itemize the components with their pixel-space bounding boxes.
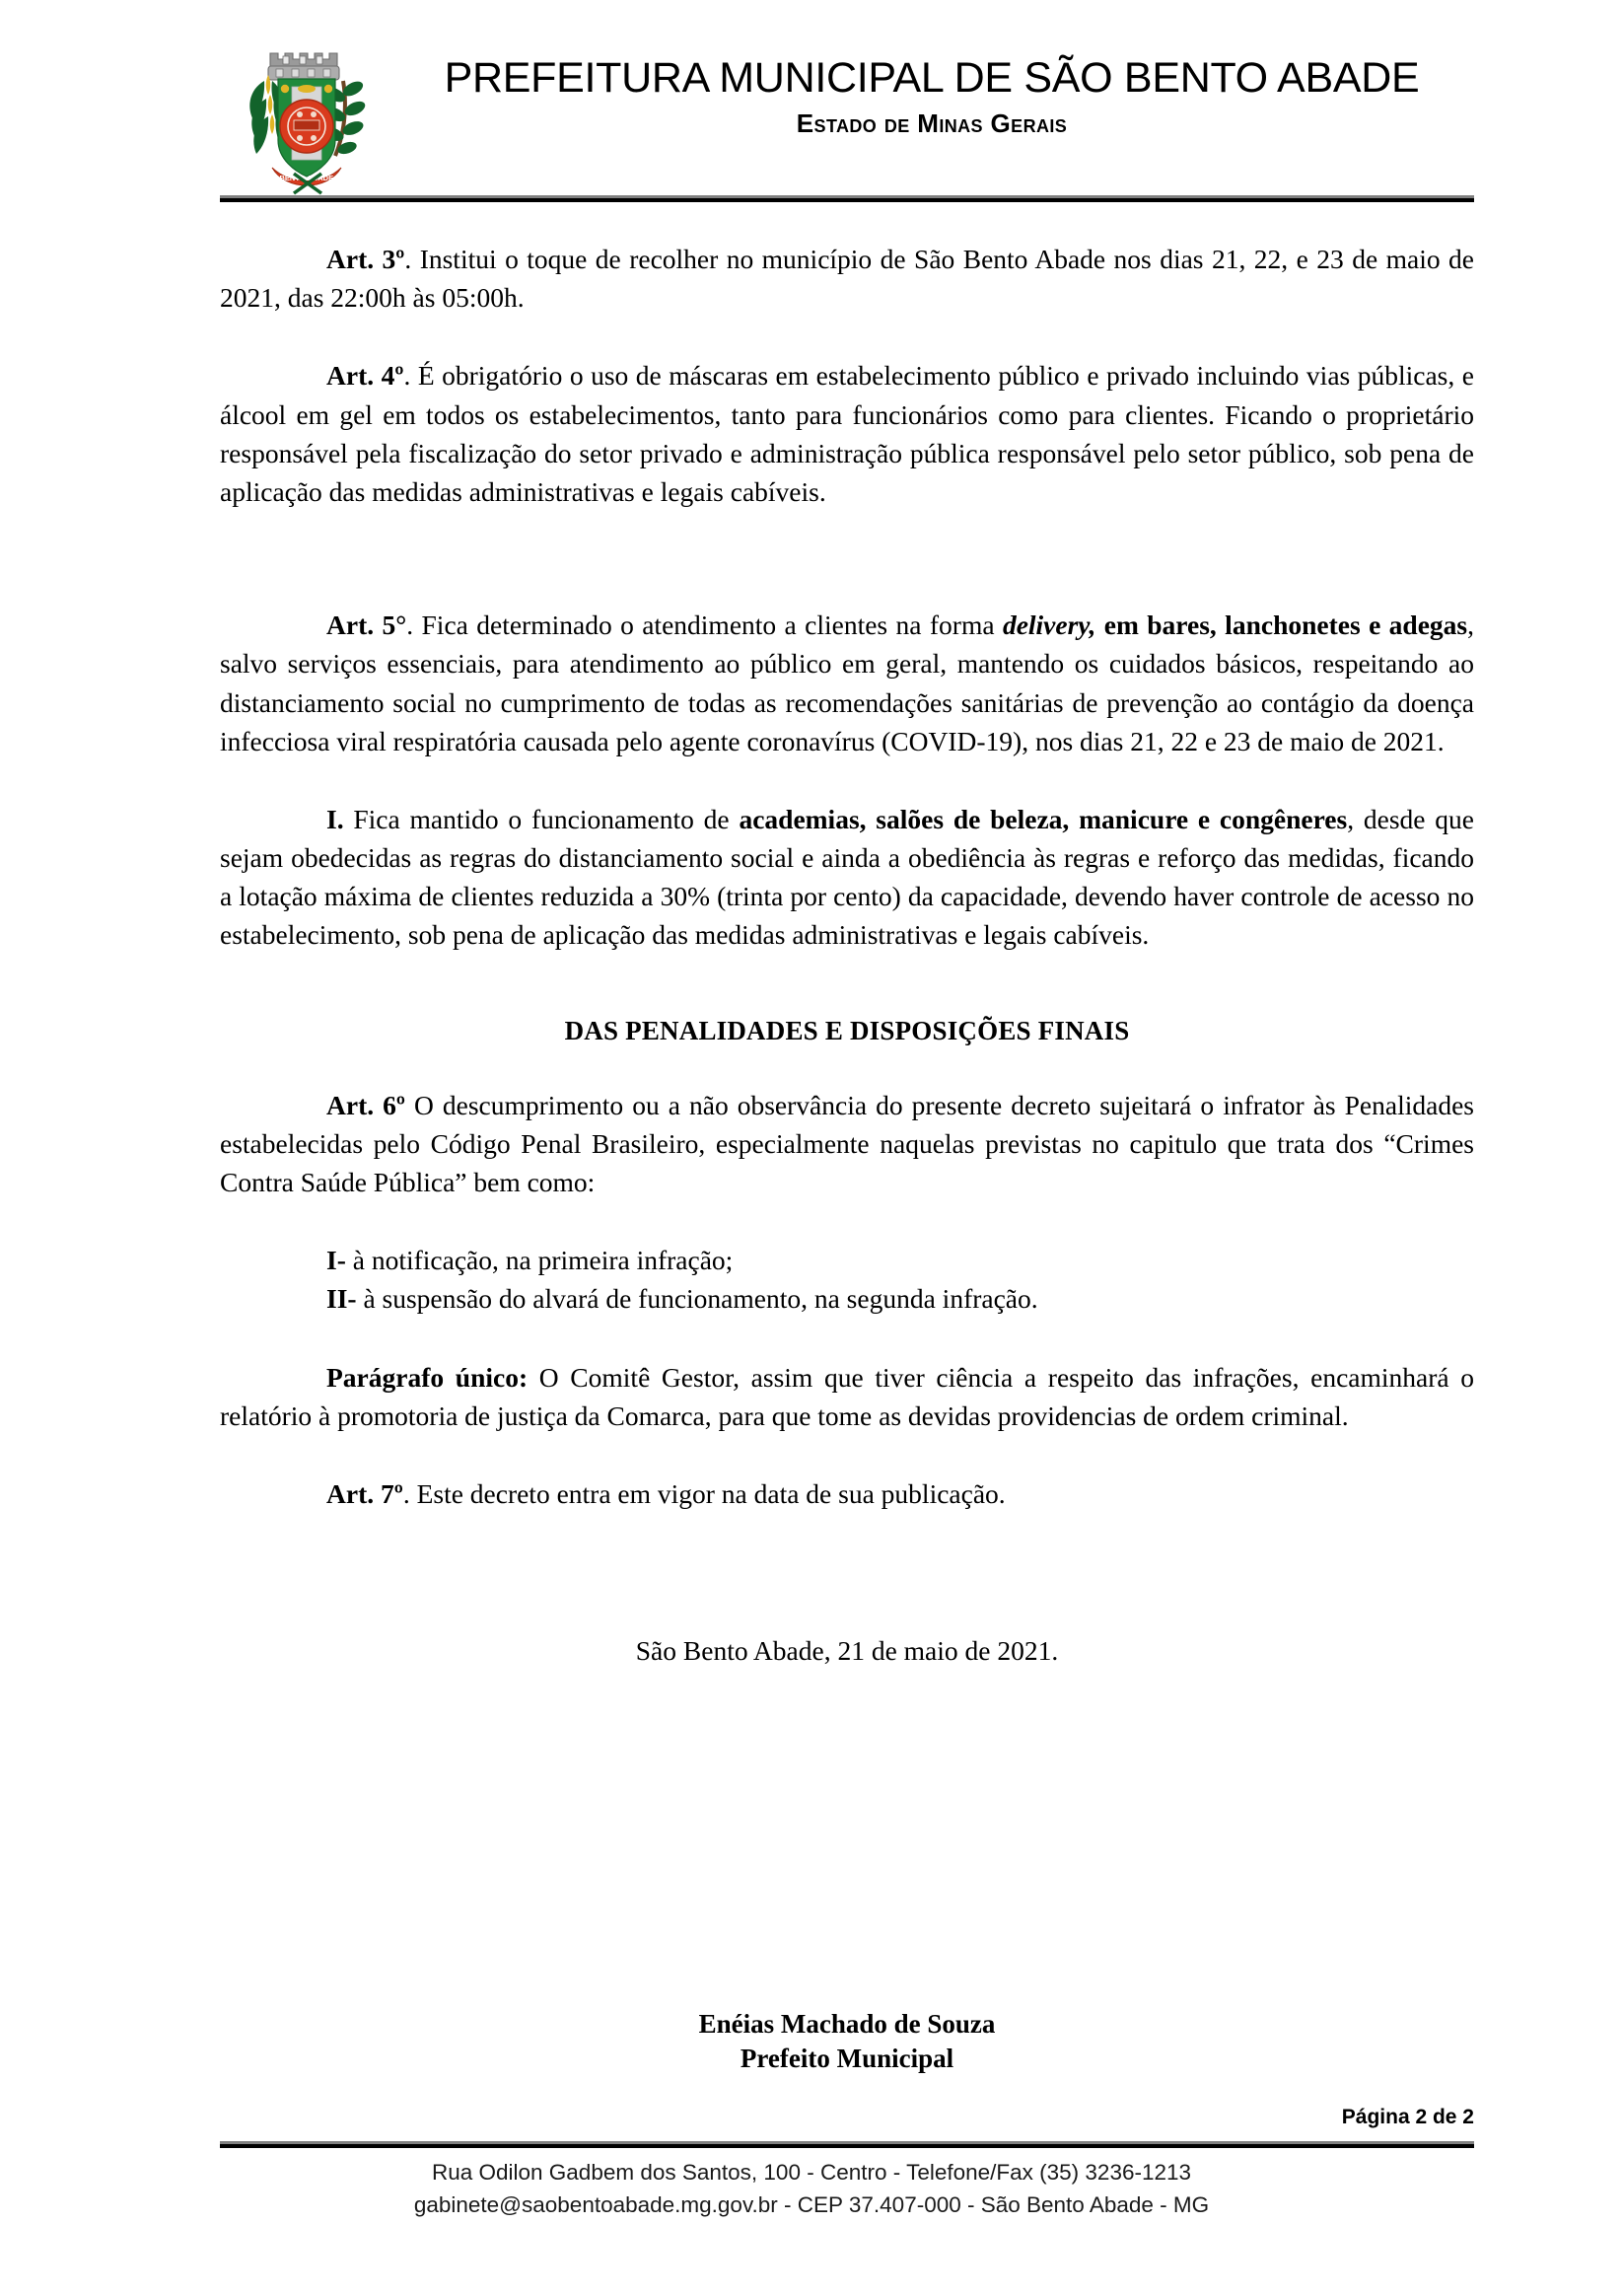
footer-divider: [220, 2141, 1474, 2148]
penalty-item-1: [220, 1241, 1474, 1279]
item-i-label: I.: [326, 803, 344, 834]
penalty-item-2: [220, 1279, 1474, 1318]
document-body: [220, 240, 1474, 1670]
article-4-paragraph: [220, 356, 1474, 511]
penalty-item-2-label: II-: [326, 1283, 357, 1315]
article-7-label: Art. 7º: [326, 1477, 403, 1509]
article-5-label: Art. 5°: [326, 610, 407, 641]
signatory-role: Prefeito Municipal: [740, 2044, 954, 2074]
document-header: [0, 0, 1623, 222]
organization-title: PREFEITURA MUNICIPAL DE SÃO BENTO ABADE: [444, 54, 1420, 102]
svg-text:SÃO BENTO ABADE - MG: SÃO BENTO ABADE - MG: [261, 174, 352, 182]
paragrafo-unico-label: Parágrafo único:: [326, 1361, 529, 1393]
spacer: [220, 1201, 1474, 1241]
spacer: [220, 1513, 1474, 1631]
footer-email-line: gabinete@saobentoabade.mg.gov.br - CEP 37.407-000 - São Bento Abade - MG: [413, 2191, 1210, 2217]
spacer: [220, 955, 1474, 1016]
penalty-item-2-text: à suspensão do alvará de funcionamento, na segunda infração.: [356, 1283, 1038, 1315]
article-6-paragraph: [220, 1086, 1474, 1202]
signature-block: [220, 2007, 1474, 2076]
article-4-text: . É obrigatório o uso de máscaras em estabelecimento público e privado incluindo vias públicas, e álcool em gel em todos os estabelecimentos, tanto para funcionários como para clientes. Ficando o proprietário responsável pela fiscalização do setor privado e administração pública responsável pelo setor público, sob pena de aplicação das medidas administrativas e legais cabíveis.: [220, 360, 1474, 507]
article-4-label: Art. 4º: [326, 360, 404, 392]
article-6-label: Art. 6º: [326, 1089, 405, 1120]
article-7-paragraph: [220, 1474, 1474, 1513]
footer-divider-black: [220, 2144, 1474, 2148]
article-5-emphasis-delivery: delivery,: [1002, 610, 1096, 641]
article-3-label: Art. 3º: [326, 244, 405, 274]
spacer: [220, 760, 1474, 800]
section-heading-penalties: DAS PENALIDADES E DISPOSIÇÕES FINAIS: [564, 1015, 1130, 1045]
spacer: [220, 511, 1474, 606]
place-and-date: São Bento Abade, 21 de maio de 2021.: [635, 1635, 1059, 1667]
signatory-name: Enéias Machado de Souza: [698, 2009, 996, 2039]
header-divider: [220, 195, 1474, 202]
footer-contact: [0, 2157, 1623, 2221]
article-7-text: . Este decreto entra em vigor na data de sua publicação.: [402, 1477, 1006, 1509]
page-number-label: Página 2 de 2: [1341, 2106, 1474, 2128]
article-5-paragraph: [220, 606, 1474, 760]
spacer: [220, 1319, 1474, 1358]
header-divider-black: [220, 198, 1474, 202]
footer-address-line: Rua Odilon Gadbem dos Santos, 100 - Centro - Telefone/Fax (35) 3236-1213: [431, 2160, 1192, 2185]
article-3-paragraph: [220, 240, 1474, 317]
paragrafo-unico: [220, 1358, 1474, 1435]
item-i-rest: , desde que sejam obedecidas as regras do distanciamento social e ainda a obediência às regras e reforço das medidas, ficando a lotação máxima de clientes reduzida a 30% (trinta por cento) da capacidade, devendo haver controle de acesso no estabelecimento, sob pena de aplicação das medidas administrativas e legais cabíveis.: [220, 803, 1474, 951]
spacer: [220, 1046, 1474, 1086]
paragrafo-unico-text: O Comitê Gestor, assim que tiver ciência a respeito das infrações, encaminhará o relatório à promotoria de justiça da Comarca, para que tome as devidas providencias de ordem criminal.: [220, 1361, 1474, 1431]
item-i-paragraph: [220, 800, 1474, 955]
spacer: [220, 317, 1474, 356]
article-5-rest: , salvo serviços essenciais, para atendimento ao público em geral, mantendo os cuidados básicos, respeitando ao distanciamento social no cumprimento de todas as recomendações sanitárias de prevenção ao contágio da doença infecciosa viral respiratória causada pelo agente coronavírus (COVID-19), nos dias 21, 22 e 23 de maio de 2021.: [220, 610, 1474, 756]
article-5-emphasis-establishments: em bares, lanchonetes e adegas: [1095, 610, 1468, 641]
article-3-text: . Institui o toque de recolher no município de São Bento Abade nos dias 21, 22, e 23 de maio de 2021, das 22:00h às 05:00h.: [220, 244, 1474, 314]
article-6-text: O descumprimento ou a não observância do presente decreto sujeitará o infrator às Penalidades estabelecidas pelo Código Penal Brasileiro, especialmente naquelas previstas no capitulo que trata dos “Crimes Contra Saúde Pública” bem como:: [220, 1089, 1474, 1197]
item-i-lead: Fica mantido o funcionamento de: [343, 803, 740, 834]
article-5-lead: . Fica determinado o atendimento a clientes na forma: [406, 610, 1003, 641]
item-i-emphasis: academias, salões de beleza, manicure e congêneres: [739, 803, 1348, 834]
coat-of-arms-icon: [233, 24, 381, 201]
penalty-item-1-text: à notificação, na primeira infração;: [345, 1245, 734, 1276]
organization-subtitle: Estado de Minas Gerais: [796, 108, 1068, 138]
spacer: [220, 1435, 1474, 1474]
header-titles: [424, 54, 1440, 139]
penalty-item-1-label: I-: [326, 1245, 346, 1276]
